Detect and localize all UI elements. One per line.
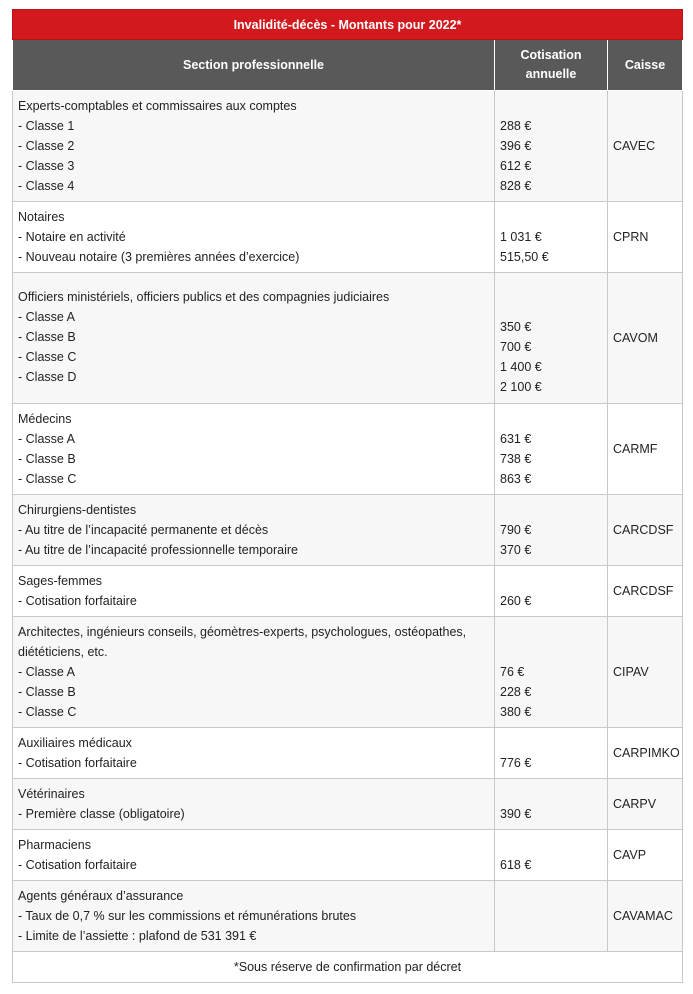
amount-value: 618 €: [500, 858, 532, 872]
section-item: - Notaire en activité: [18, 230, 126, 244]
table-body: [13, 91, 683, 952]
amount-value: 631 €: [500, 432, 532, 446]
table-row: [13, 566, 683, 617]
section-item: - Classe 3: [18, 159, 75, 173]
amount-cell: [495, 495, 608, 566]
amount-cell: [495, 830, 608, 881]
section-title: Chirurgiens-dentistes: [18, 503, 137, 517]
section-item: - Classe 1: [18, 119, 75, 133]
section-item: - Taux de 0,7 % sur les commissions et rémunérations brutes: [18, 909, 357, 923]
header-cotisation-line1: Cotisation: [520, 48, 582, 62]
section-item: - Classe C: [18, 350, 77, 364]
amount-cell: [495, 91, 608, 202]
amount-value: 2 100 €: [500, 380, 542, 394]
caisse-cell: CAVP: [608, 830, 683, 881]
section-cell: [13, 495, 495, 566]
caisse-cell: CAVAMAC: [608, 881, 683, 952]
amount-value: 1 400 €: [500, 360, 542, 374]
amount-value: 700 €: [500, 340, 532, 354]
amount-cell: [495, 617, 608, 728]
amount-cell: [495, 881, 608, 952]
table-row: [13, 728, 683, 779]
section-item: - Cotisation forfaitaire: [18, 756, 137, 770]
caisse-cell: CAVOM: [608, 273, 683, 404]
section-item: - Classe C: [18, 705, 77, 719]
section-item: - Classe B: [18, 685, 76, 699]
table-row: [13, 91, 683, 202]
table-row: [13, 881, 683, 952]
section-title: Officiers ministériels, officiers publics et des compagnies judiciaires: [18, 290, 390, 304]
amount-value: 228 €: [500, 685, 532, 699]
section-item: - Classe B: [18, 452, 76, 466]
section-item: - Classe 2: [18, 139, 75, 153]
amount-value: 396 €: [500, 139, 532, 153]
header-cotisation-line2: annuelle: [525, 67, 577, 81]
section-cell: [13, 91, 495, 202]
section-item: - Classe 4: [18, 179, 75, 193]
contribution-table-container: [12, 9, 682, 983]
section-title: Vétérinaires: [18, 787, 85, 801]
amount-value: 828 €: [500, 179, 532, 193]
caisse-cell: CARPIMKO: [608, 728, 683, 779]
amount-cell: [495, 202, 608, 273]
section-item: - Cotisation forfaitaire: [18, 858, 137, 872]
amount-value: 790 €: [500, 523, 532, 537]
header-cotisation: [495, 40, 608, 91]
table-row: [13, 495, 683, 566]
section-cell: [13, 202, 495, 273]
amount-cell: [495, 728, 608, 779]
section-item: - Limite de l’assiette : plafond de 531 391 €: [18, 929, 257, 943]
section-item: - Au titre de l’incapacité professionnelle temporaire: [18, 543, 299, 557]
section-item: - Classe A: [18, 310, 75, 324]
amount-value: 370 €: [500, 543, 532, 557]
section-cell: [13, 728, 495, 779]
amount-cell: [495, 779, 608, 830]
section-item: - Classe B: [18, 330, 76, 344]
section-cell: [13, 273, 495, 404]
table-row: [13, 202, 683, 273]
table-row: [13, 617, 683, 728]
amount-cell: [495, 273, 608, 404]
amount-value: 1 031 €: [500, 230, 542, 244]
caisse-cell: CARCDSF: [608, 566, 683, 617]
amount-value: 260 €: [500, 594, 532, 608]
caisse-cell: CAVEC: [608, 91, 683, 202]
amount-value: 515,50 €: [500, 250, 549, 264]
section-title: Experts-comptables et commissaires aux comptes: [18, 99, 297, 113]
section-item: - Cotisation forfaitaire: [18, 594, 137, 608]
caisse-cell: CIPAV: [608, 617, 683, 728]
table-row: [13, 779, 683, 830]
section-title: Médecins: [18, 412, 72, 426]
amount-cell: [495, 404, 608, 495]
amount-cell: [495, 566, 608, 617]
header-caisse: Caisse: [608, 40, 683, 91]
section-cell: [13, 830, 495, 881]
amount-value: 380 €: [500, 705, 532, 719]
section-item: - Au titre de l’incapacité permanente et décès: [18, 523, 269, 537]
contribution-table: [12, 9, 683, 983]
amount-value: 350 €: [500, 320, 532, 334]
header-section: Section professionnelle: [13, 40, 495, 91]
caisse-cell: CPRN: [608, 202, 683, 273]
section-item: - Classe A: [18, 432, 75, 446]
section-title: Pharmaciens: [18, 838, 91, 852]
footnote: *Sous réserve de confirmation par décret: [13, 952, 683, 983]
section-item: - Première classe (obligatoire): [18, 807, 185, 821]
amount-value: 390 €: [500, 807, 532, 821]
caisse-cell: CARCDSF: [608, 495, 683, 566]
amount-value: 76 €: [500, 665, 525, 679]
section-item: - Classe A: [18, 665, 75, 679]
amount-value: 863 €: [500, 472, 532, 486]
section-cell: [13, 566, 495, 617]
section-title: Auxiliaires médicaux: [18, 736, 132, 750]
section-title: Notaires: [18, 210, 65, 224]
amount-value: 612 €: [500, 159, 532, 173]
caisse-cell: CARPV: [608, 779, 683, 830]
section-cell: [13, 881, 495, 952]
table-row: [13, 404, 683, 495]
section-cell: [13, 617, 495, 728]
section-cell: [13, 404, 495, 495]
section-title: Agents généraux d’assurance: [18, 889, 184, 903]
table-row: [13, 830, 683, 881]
section-title: Sages-femmes: [18, 574, 103, 588]
table-row: [13, 273, 683, 404]
amount-value: 738 €: [500, 452, 532, 466]
section-cell: [13, 779, 495, 830]
table-title: Invalidité-décès - Montants pour 2022*: [13, 10, 683, 40]
caisse-cell: CARMF: [608, 404, 683, 495]
amount-value: 776 €: [500, 756, 532, 770]
amount-value: 288 €: [500, 119, 532, 133]
section-item: - Classe C: [18, 472, 77, 486]
section-item: - Nouveau notaire (3 premières années d’exercice): [18, 250, 300, 264]
section-title: Architectes, ingénieurs conseils, géomètres-experts, psychologues, ostéopathes, diététiciens, etc.: [18, 625, 467, 659]
section-item: - Classe D: [18, 370, 77, 384]
